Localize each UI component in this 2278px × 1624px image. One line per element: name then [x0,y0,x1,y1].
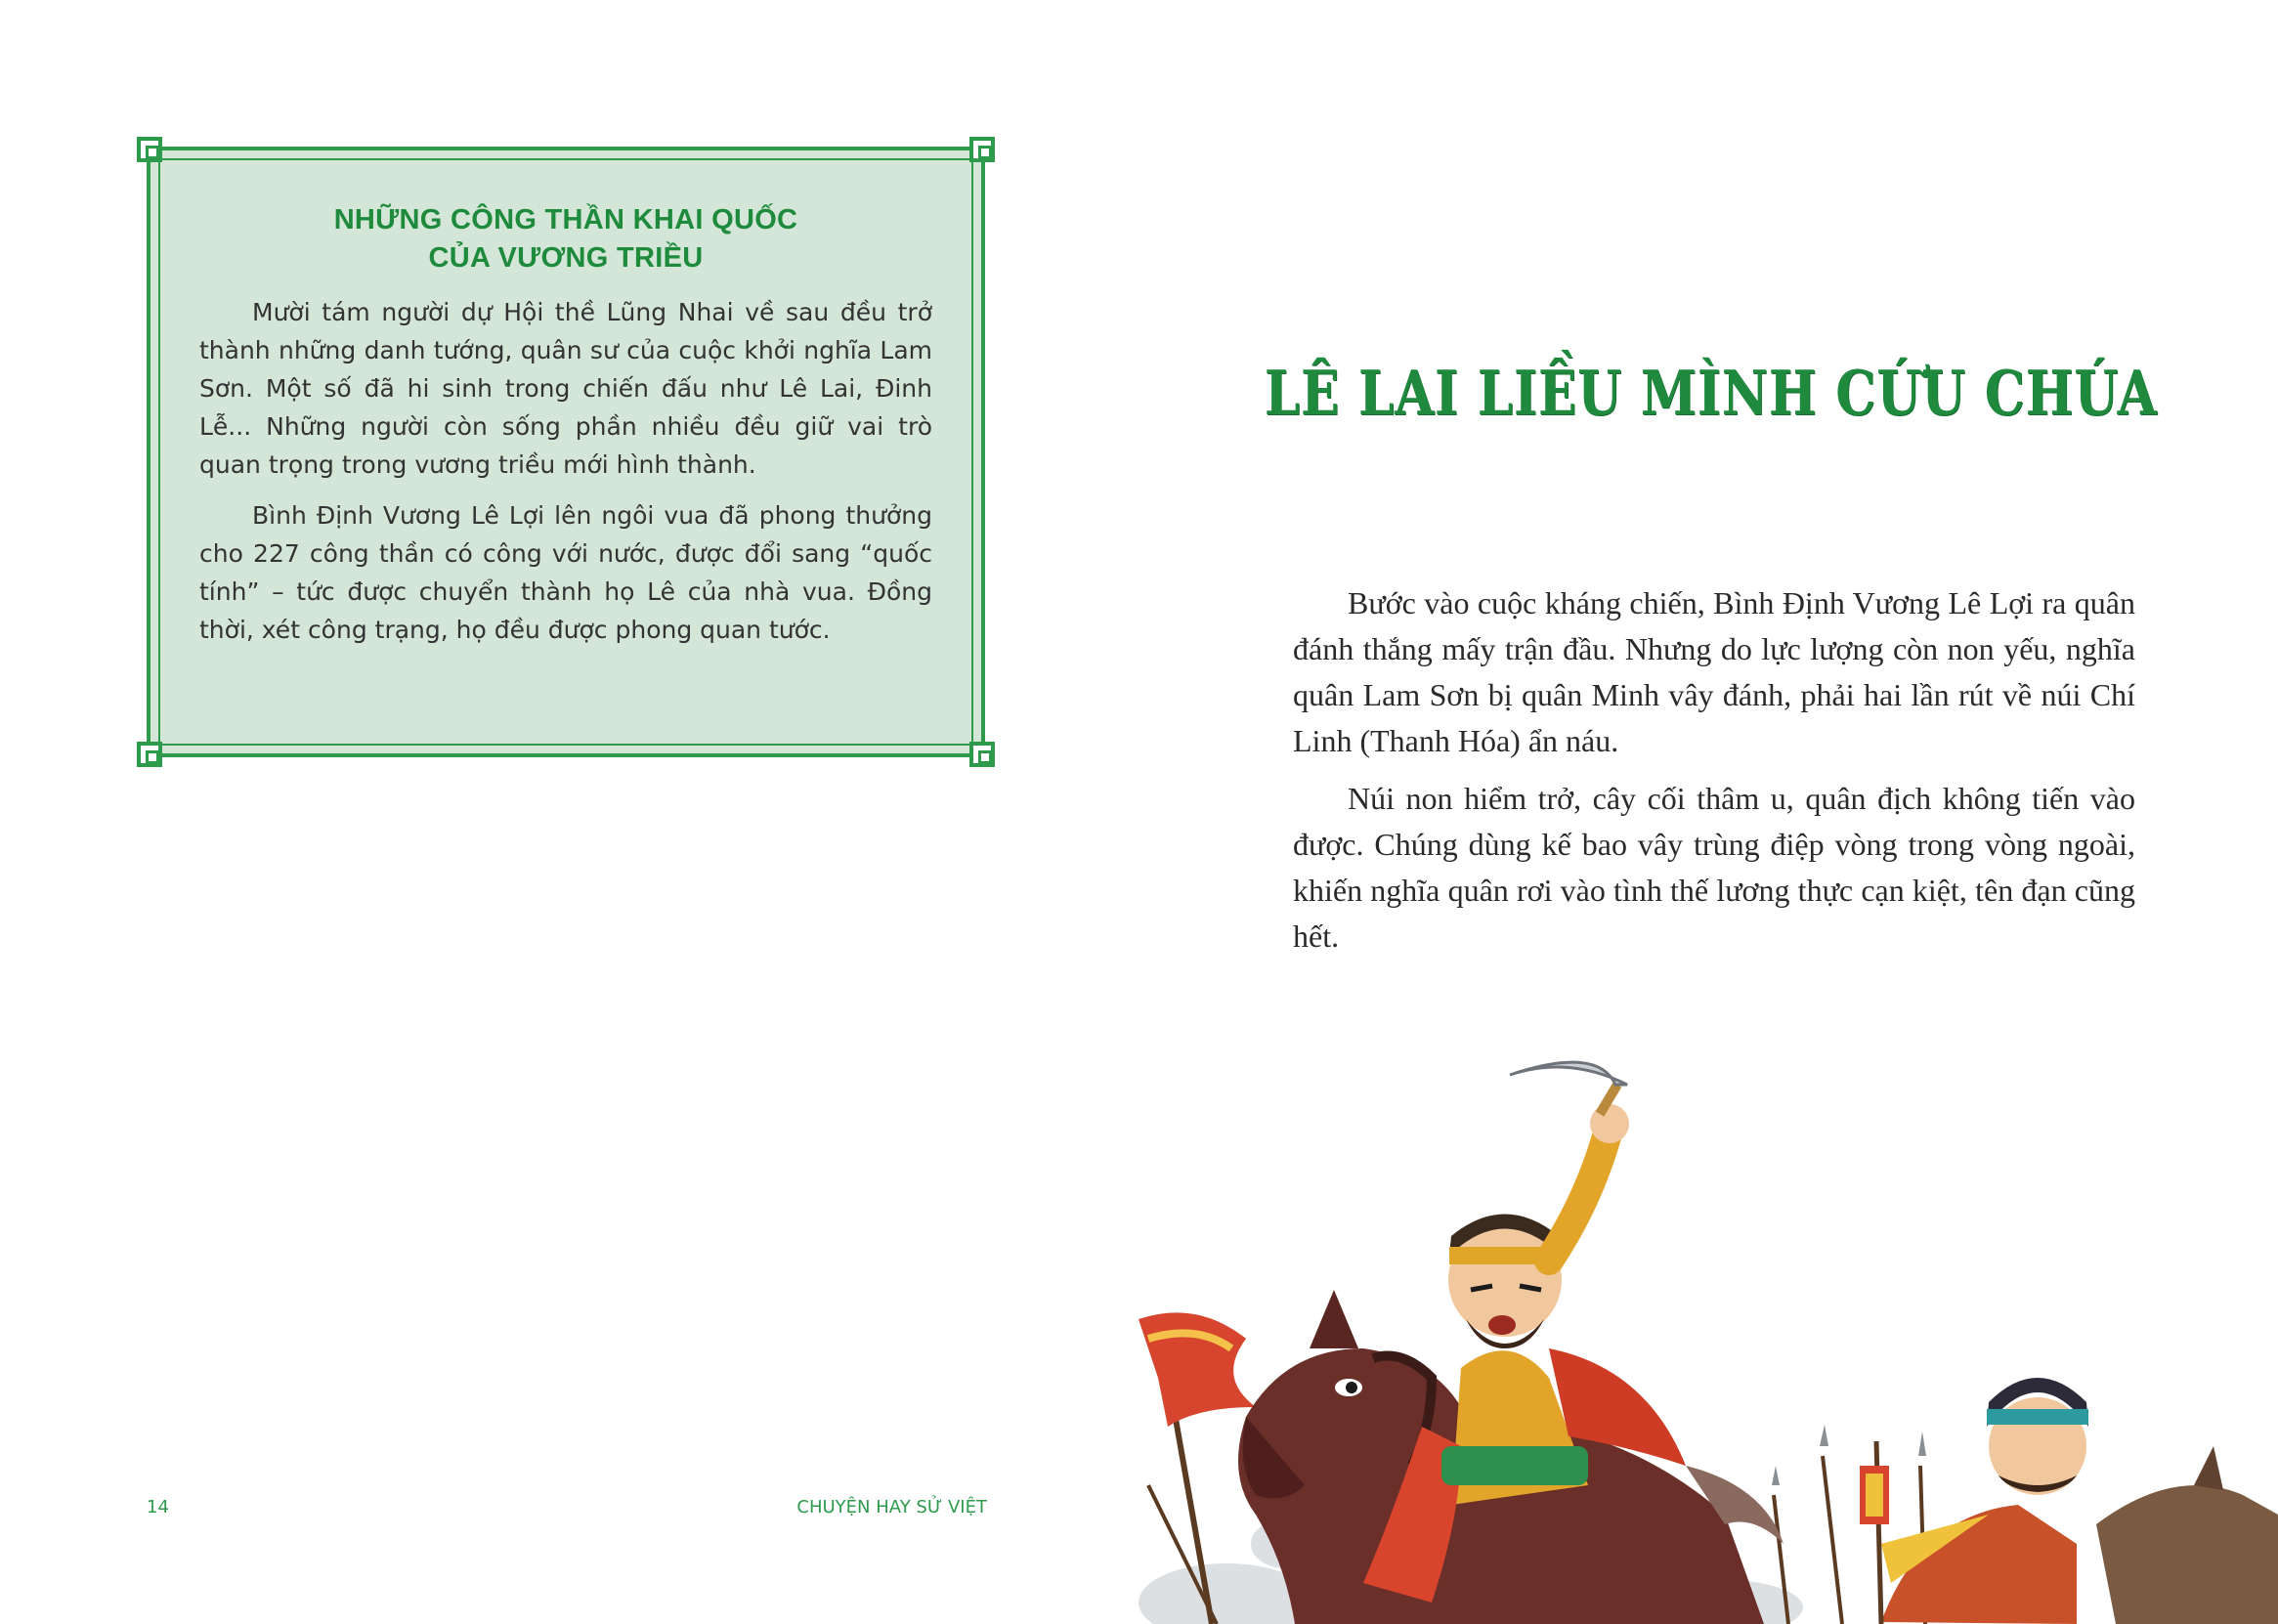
corner-ornament [969,137,995,162]
sidebar-title-line1: NHỮNG CÔNG THẦN KHAI QUỐC [333,204,798,235]
second-rider [1881,1378,2278,1624]
story-text [1293,580,2135,971]
corner-ornament [969,742,995,767]
running-head: CHUYỆN HAY SỬ VIỆT [796,1497,987,1517]
story-paragraph: Bước vào cuộc kháng chiến, Bình Định Vương Lê Lợi ra quân đánh thắng mấy trận đầu. Nhưng do lực lượng còn non yếu, nghĩa quân Lam Sơn bị quân Minh vây đánh, phải hai lần rút về núi Chí Linh (Thanh Hóa) ẩn náu. [1293,585,2135,758]
story-paragraph: Núi non hiểm trở, cây cối thâm u, quân địch không tiến vào được. Chúng dùng kế bao vây trùng điệp vòng trong vòng ngoài, khiến nghĩa quân rơi vào tình thế lương thực cạn kiệt, tên đạn cũng hết. [1293,781,2135,954]
banner-pole [1860,1441,1889,1624]
battle-illustration [1139,1055,2278,1624]
chapter-title: LÊ LAI LIỀU MÌNH CỨU CHÚA [1264,357,2158,429]
page-number: 14 [147,1497,169,1517]
sidebar-title [150,201,981,278]
corner-ornament [137,742,162,767]
corner-ornament [137,137,162,162]
sidebar-title-line2: CỦA VƯƠNG TRIỀU [428,242,704,274]
sidebar-paragraph: Bình Định Vương Lê Lợi lên ngôi vua đã phong thưởng cho 227 công thần có công với nước, được đổi sang “quốc tính” – tức được chuyển thành họ Lê của nhà vua. Đồng thời, xét công trạng, họ đều được phong quan tước. [199,501,932,644]
sidebar-paragraph: Mười tám người dự Hội thề Lũng Nhai về sau đều trở thành những danh tướng, quân sư của cuộc khởi nghĩa Lam Sơn. Một số đã hi sinh trong chiến đấu như Lê Lai, Đinh Lễ... Những người còn sống phần nhiều đều giữ vai trò quan trọng trong vương triều mới hình thành. [199,298,932,479]
sidebar-box [147,147,985,757]
right-page [1139,0,2278,1624]
sidebar-body [199,293,932,662]
